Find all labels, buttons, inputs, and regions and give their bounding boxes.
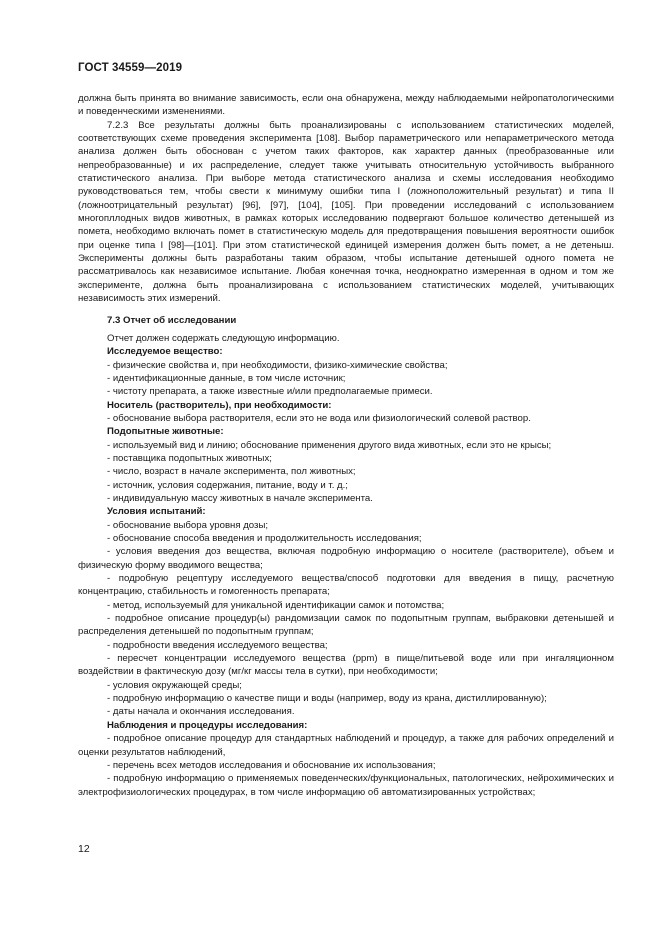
- list-item: - подробное описание процедур(ы) рандомизации самок по подопытным группам, выбраковки детенышей и распределения детенышей по подопытным группам;: [78, 613, 614, 638]
- list-item: - перечень всех методов исследования и обоснование их использования;: [107, 759, 436, 771]
- list-item: - чистоту препарата, а также известные и/или предполагаемые примеси.: [107, 386, 433, 398]
- group-label-test-animals: Подопытные животные:: [107, 426, 224, 438]
- list-item: - физические свойства и, при необходимости, физико-химические свойства;: [107, 359, 448, 371]
- list-item: - даты начала и окончания исследования.: [107, 706, 295, 718]
- group-label-test-substance: Исследуемое вещество:: [107, 346, 223, 358]
- list-item: - условия окружающей среды;: [107, 679, 242, 691]
- page-number: 12: [78, 843, 90, 855]
- section-intro: Отчет должен содержать следующую информацию.: [107, 332, 340, 344]
- list-item: - используемый вид и линию; обоснование применения другого вида животных, если это не крысы;: [107, 439, 552, 451]
- list-item: - подробности введения исследуемого вещества;: [107, 639, 328, 651]
- group-label-observations: Наблюдения и процедуры исследования:: [107, 719, 308, 731]
- list-item: - обоснование выбора растворителя, если это не вода или физиологический солевой раствор.: [107, 412, 531, 424]
- list-item: - обоснование выбора уровня дозы;: [107, 519, 268, 531]
- list-item: - подробное описание процедур для стандартных наблюдений и процедур, а также для рабочих определений и оценки результатов наблюдений,: [78, 733, 614, 758]
- document-body: [78, 92, 614, 799]
- paragraph-7-2-3: 7.2.3 Все результаты должны быть проанализированы с использованием статистических моделей, соответствующих схеме проведения эксперимента [108]. Выбор параметрического или непараметрического метода анализа должен быть обоснован с учетом таких факторов, как характер данных (преобразованные или непреобразованные) и их распределение, следует также учитывать относительную устойчивость выбранного статистического анализа. При выборе метода статистического анализа и схемы исследования необходимо руководствоваться тем, чтобы свести к минимуму ошибки типа I (ложноположительный результат) и типа II (ложноотрицательный результат) [96], [97], [104], [105]. При проведении исследований с использованием многопллодных видов животных, в рамках которых исследованию подвергают большое количество детенышей из помета, необходимо включать помет в статистическую модель для предотвращения повышения вероятности ошибок при оценке типа I [98]—[101]. При этом статистической единицей измерения должен быть помет, а не детеныш. Эксперименты должны быть разработаны таким образом, чтобы испытание детенышей одного помета не рассматривалось как независимое испытание. Любая конечная точка, неоднократно измеренная в одном и том же эксперименте, должна быть проанализирована с использованием статистических моделей, учитывающих независимость этих измерений.: [78, 119, 614, 305]
- list-item: - условия введения доз вещества, включая подробную информацию о носителе (растворителе), объем и физическую форму вводимого вещества;: [78, 546, 614, 571]
- list-item: - индивидуальную массу животных в начале эксперимента.: [107, 492, 373, 504]
- list-item: - подробную информацию о качестве пищи и воды (например, воду из крана, дистиллированную);: [107, 693, 547, 705]
- list-item: - подробную информацию о применяемых поведенческих/функциональных, патологических, нейрохимических и электрофизиологических процедурах, в том числе информацию об автоматизированных устройствах;: [78, 773, 614, 798]
- section-7-3: [78, 314, 614, 799]
- list-item: - метод, используемый для уникальной идентификации самок и потомства;: [107, 599, 445, 611]
- list-item: - пересчет концентрации исследуемого вещества (ppm) в пище/питьевой воде или при ингаляционном воздействии в фактическую дозу (мг/кг массы тела в сутки), при необходимости;: [78, 653, 614, 678]
- list-item: - подробную рецептуру исследуемого вещества/способ подготовки для введения в пищу, расчетную концентрацию, стабильность и гомогенность препарата;: [78, 573, 614, 598]
- continuation-paragraph: должна быть принята во внимание зависимость, если она обнаружена, между наблюдаемыми нейропатологическими и поведенческими изменениями.: [78, 93, 614, 118]
- group-label-vehicle: Носитель (растворитель), при необходимости:: [107, 399, 332, 411]
- document-header: ГОСТ 34559—2019: [78, 62, 183, 74]
- list-item: - число, возраст в начале эксперимента, пол животных;: [107, 466, 356, 478]
- list-item: - поставщика подопытных животных;: [107, 452, 272, 464]
- list-item: - идентификационные данные, в том числе источник;: [107, 372, 346, 384]
- section-heading: 7.3 Отчет об исследовании: [107, 314, 237, 326]
- list-item: - источник, условия содержания, питание, воду и т. д.;: [107, 479, 348, 491]
- group-label-test-conditions: Условия испытаний:: [107, 506, 206, 518]
- list-item: - обоснование способа введения и продолжительность исследования;: [107, 533, 422, 544]
